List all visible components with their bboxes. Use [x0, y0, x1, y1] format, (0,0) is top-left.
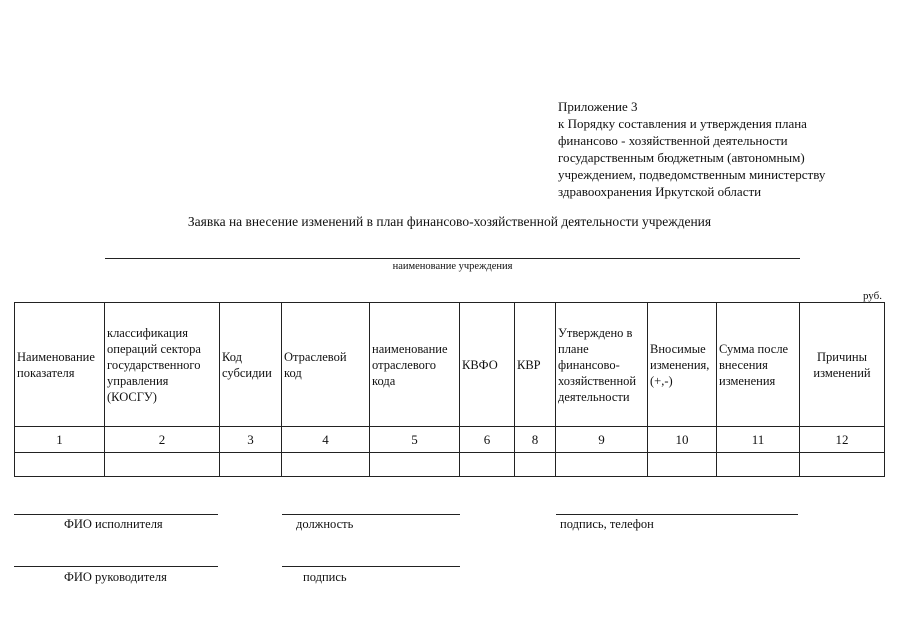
column-number: 4 — [282, 427, 370, 453]
header-change-reasons: Причины изменений — [800, 303, 885, 427]
header-subsidy-code: Код субсидии — [220, 303, 282, 427]
signature-phone-line — [556, 514, 798, 515]
column-number: 8 — [515, 427, 556, 453]
table-cell[interactable] — [15, 453, 105, 477]
header-approved-in-plan: Утверждено в плане финансово-хозяйственной деятельности — [556, 303, 648, 427]
executor-name-line — [14, 514, 218, 515]
changes-table — [14, 302, 885, 477]
appendix-line: государственным бюджетным (автономным) — [558, 150, 805, 165]
header-industry-code: Отраслевой код — [282, 303, 370, 427]
appendix-line: учреждением, подведомственным министерству — [558, 167, 826, 182]
appendix-line: Приложение 3 — [558, 99, 638, 114]
position-label: должность — [296, 517, 354, 531]
table-cell[interactable] — [460, 453, 515, 477]
table-cell[interactable] — [282, 453, 370, 477]
column-number: 1 — [15, 427, 105, 453]
signature-line — [282, 566, 460, 567]
header-indicator-name: Наименование показателя — [15, 303, 105, 427]
document-title: Заявка на внесение изменений в план финансово-хозяйственной деятельности учреждения — [187, 214, 712, 229]
column-number: 2 — [105, 427, 220, 453]
appendix-line: финансово - хозяйственной деятельности — [558, 133, 788, 148]
table-cell[interactable] — [648, 453, 717, 477]
head-name-line — [14, 566, 218, 567]
column-number: 6 — [460, 427, 515, 453]
institution-name-caption: наименование учреждения — [392, 261, 513, 272]
appendix-reference — [558, 98, 888, 200]
table-cell[interactable] — [717, 453, 800, 477]
table-cell[interactable] — [515, 453, 556, 477]
table-cell[interactable] — [800, 453, 885, 477]
table-column-numbers-row — [15, 427, 885, 453]
table-row — [15, 453, 885, 477]
signature-label: подпись — [303, 570, 347, 584]
column-number: 5 — [370, 427, 460, 453]
table-cell[interactable] — [105, 453, 220, 477]
header-kosgu: классификация операций сектора государственного управления (КОСГУ) — [105, 303, 220, 427]
executor-name-label: ФИО исполнителя — [64, 517, 163, 531]
table-header-row — [15, 303, 885, 427]
header-industry-code-name: наименование отраслевого кода — [370, 303, 460, 427]
header-kvr: КВР — [515, 303, 556, 427]
head-name-label: ФИО руководителя — [64, 570, 167, 584]
column-number: 3 — [220, 427, 282, 453]
position-line — [282, 514, 460, 515]
table-cell[interactable] — [220, 453, 282, 477]
header-kvfo: КВФО — [460, 303, 515, 427]
currency-unit: руб. — [862, 290, 882, 302]
signature-phone-label: подпись, телефон — [560, 517, 654, 531]
institution-name-line — [105, 258, 800, 259]
header-amount-after-change: Сумма после внесения изменения — [717, 303, 800, 427]
table-cell[interactable] — [556, 453, 648, 477]
column-number: 9 — [556, 427, 648, 453]
column-number: 10 — [648, 427, 717, 453]
header-changes: Вносимые изменения, (+,-) — [648, 303, 717, 427]
column-number: 12 — [800, 427, 885, 453]
appendix-line: к Порядку составления и утверждения плана — [558, 116, 807, 131]
appendix-line: здравоохранения Иркутской области — [558, 184, 762, 199]
column-number: 11 — [717, 427, 800, 453]
table-cell[interactable] — [370, 453, 460, 477]
